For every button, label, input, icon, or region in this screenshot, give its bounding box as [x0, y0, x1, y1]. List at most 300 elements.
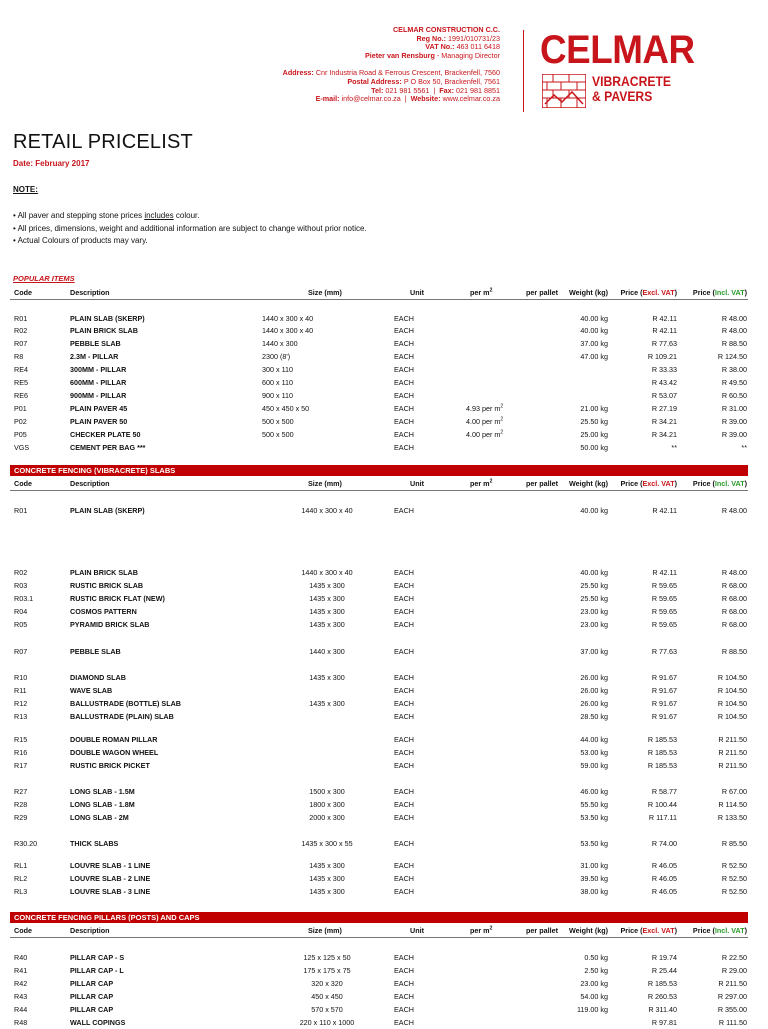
- row-price-excl: R 185.53: [647, 979, 677, 988]
- row-description: PEBBLE SLAB: [70, 339, 121, 348]
- table-header-row: [0, 478, 768, 490]
- row-unit: EACH: [394, 712, 414, 721]
- header-code: Code: [14, 479, 32, 488]
- row-unit: EACH: [394, 568, 414, 577]
- row-price-incl: R 48.00: [721, 314, 747, 323]
- row-weight: 39.50 kg: [580, 874, 608, 883]
- table-row: [0, 580, 768, 592]
- table-row: [0, 416, 768, 428]
- row-unit: EACH: [394, 813, 414, 822]
- row-price-excl: R 42.11: [652, 568, 677, 577]
- row-unit: EACH: [394, 979, 414, 988]
- row-description: PLAIN SLAB (SKERP): [70, 506, 145, 515]
- row-price-incl: **: [741, 443, 747, 452]
- header-excl-label: Excl. VAT: [642, 288, 675, 297]
- row-size: 1435 x 300: [309, 594, 345, 603]
- row-price-incl: R 297.00: [717, 992, 747, 1001]
- header-description: Description: [70, 479, 110, 488]
- row-weight: 40.00 kg: [580, 568, 608, 577]
- row-weight: 119.00 kg: [576, 1005, 608, 1014]
- row-unit: EACH: [394, 1018, 414, 1027]
- row-unit: EACH: [394, 735, 414, 744]
- header-underline: [10, 299, 748, 300]
- table-row: [0, 734, 768, 746]
- row-price-excl: R 25.44: [651, 966, 677, 975]
- header-price-excl: Price (Excl. VAT): [620, 479, 677, 488]
- table-row: [0, 619, 768, 631]
- note-label: NOTE:: [13, 185, 38, 194]
- row-size: 1500 x 300: [309, 787, 345, 796]
- tel-label: Tel:: [371, 85, 384, 95]
- row-price-incl: R 68.00: [721, 594, 747, 603]
- row-unit: EACH: [394, 874, 414, 883]
- header-code: Code: [14, 926, 32, 935]
- row-price-excl: R 109.21: [647, 352, 677, 361]
- row-description: WALL COPINGS: [70, 1018, 126, 1027]
- row-weight: 53.50 kg: [580, 813, 608, 822]
- row-price-excl: R 260.53: [647, 992, 677, 1001]
- row-weight: 21.00 kg: [580, 404, 608, 413]
- row-unit: EACH: [394, 953, 414, 962]
- director-name: Pieter van Rensburg: [364, 50, 435, 60]
- header-per-pallet: per pallet: [526, 479, 558, 488]
- row-code: R16: [14, 748, 28, 757]
- section-title: CONCRETE FENCING PILLARS (POSTS) AND CAPS: [10, 912, 748, 923]
- fax-label: Fax:: [439, 85, 455, 95]
- row-weight: 2.50 kg: [584, 966, 608, 975]
- table-row: [0, 351, 768, 363]
- row-price-incl: R 52.50: [721, 874, 747, 883]
- row-size: 1435 x 300: [309, 699, 345, 708]
- row-code: R03: [14, 581, 28, 590]
- table-row: [0, 860, 768, 872]
- row-description: 900MM - PILLAR: [70, 391, 127, 400]
- row-price-excl: R 59.65: [651, 594, 677, 603]
- row-price-excl: R 59.65: [651, 607, 677, 616]
- header-per-pallet: per pallet: [526, 288, 558, 297]
- header-weight: Weight (kg): [569, 288, 608, 297]
- row-code: R17: [14, 761, 28, 770]
- table-row: [0, 711, 768, 723]
- row-code: R8: [14, 352, 24, 361]
- row-price-incl: R 48.00: [721, 326, 747, 335]
- header-unit: Unit: [410, 288, 424, 297]
- row-price-excl: R 46.05: [651, 874, 677, 883]
- row-price-excl: R 77.63: [651, 647, 677, 656]
- header-unit: Unit: [410, 479, 424, 488]
- row-unit: EACH: [394, 761, 414, 770]
- row-unit: EACH: [394, 607, 414, 616]
- table-row: [0, 442, 768, 454]
- header-code: Code: [14, 288, 32, 297]
- row-description: PILLAR CAP: [70, 1005, 114, 1014]
- row-price-excl: R 33.33: [651, 365, 677, 374]
- row-code: RL1: [14, 861, 28, 870]
- row-unit: EACH: [394, 506, 414, 515]
- row-price-incl: R 49.50: [721, 378, 747, 387]
- row-weight: 25.50 kg: [580, 594, 608, 603]
- note-3: • Actual Colours of products may vary.: [13, 236, 148, 245]
- row-price-excl: R 43.42: [651, 378, 677, 387]
- table-header-row: [0, 287, 768, 299]
- row-size: 1435 x 300 x 55: [301, 839, 353, 848]
- row-weight: 26.00 kg: [580, 673, 608, 682]
- row-code: P02: [14, 417, 27, 426]
- row-unit: EACH: [394, 620, 414, 629]
- row-code: R44: [14, 1005, 28, 1014]
- row-size: 570 x 570: [311, 1005, 343, 1014]
- row-size: 1435 x 300: [309, 874, 345, 883]
- row-description: 300MM - PILLAR: [70, 365, 127, 374]
- table-row: [0, 364, 768, 376]
- header-price-excl: Price (Excl. VAT): [620, 288, 677, 297]
- row-price-incl: R 48.00: [721, 568, 747, 577]
- header-underline: [10, 490, 748, 491]
- row-weight: 25.50 kg: [580, 417, 608, 426]
- row-size: 1800 x 300: [309, 800, 345, 809]
- row-size: 175 x 175 x 75: [303, 966, 351, 975]
- header-excl-label: Excl. VAT: [642, 926, 675, 935]
- row-size: 1435 x 300: [309, 673, 345, 682]
- pricelist-date: Date: February 2017: [13, 159, 90, 168]
- row-weight: 0.50 kg: [584, 953, 608, 962]
- row-code: R15: [14, 735, 28, 744]
- header-divider: [523, 30, 524, 112]
- row-description: PILLAR CAP: [70, 979, 114, 988]
- row-weight: 44.00 kg: [580, 735, 608, 744]
- row-size: 2000 x 300: [309, 813, 345, 822]
- row-price-incl: R 133.50: [717, 813, 747, 822]
- row-price-incl: R 67.00: [721, 787, 747, 796]
- row-weight: 37.00 kg: [580, 339, 608, 348]
- row-code: R01: [14, 314, 28, 323]
- table-row: [0, 313, 768, 325]
- website-link[interactable]: www.celmar.co.za: [442, 94, 500, 104]
- row-weight: 59.00 kg: [580, 761, 608, 770]
- row-size: 500 x 500: [262, 430, 294, 439]
- row-price-incl: R 48.00: [721, 506, 747, 515]
- row-size: 450 x 450: [311, 992, 343, 1001]
- row-per-m2: 4.00 per $m^2$: [466, 429, 504, 439]
- page-title: RETAIL PRICELIST: [13, 131, 193, 153]
- row-price-incl: R 68.00: [721, 620, 747, 629]
- logo-subtitle: [592, 74, 671, 104]
- row-weight: 47.00 kg: [580, 352, 608, 361]
- row-size: 125 x 125 x 50: [303, 953, 351, 962]
- row-description: 600MM - PILLAR: [70, 378, 127, 387]
- row-description: 2.3M - PILLAR: [70, 352, 119, 361]
- section-title: CONCRETE FENCING (VIBRACRETE) SLABS: [10, 465, 748, 476]
- header-unit: Unit: [410, 926, 424, 935]
- header-incl-label: Incl. VAT: [714, 479, 745, 488]
- row-unit: EACH: [394, 339, 414, 348]
- row-description: LONG SLAB - 1.8M: [70, 800, 135, 809]
- row-size: 220 x 110 x 1000: [299, 1018, 355, 1027]
- row-code: R01: [14, 506, 28, 515]
- row-weight: 38.00 kg: [580, 887, 608, 896]
- row-price-excl: R 185.53: [647, 735, 677, 744]
- row-unit: EACH: [394, 673, 414, 682]
- row-description: WAVE SLAB: [70, 686, 113, 695]
- row-description: PYRAMID BRICK SLAB: [70, 620, 150, 629]
- row-description: PILLAR CAP - S: [70, 953, 125, 962]
- header-size: Size (mm): [308, 926, 342, 935]
- table-row: [0, 606, 768, 618]
- row-price-excl: R 34.21: [651, 417, 677, 426]
- table-row: [0, 505, 768, 517]
- row-price-incl: R 68.00: [721, 607, 747, 616]
- table-row: [0, 403, 768, 415]
- table-row: [0, 567, 768, 579]
- row-code: R13: [14, 712, 28, 721]
- vat-label: VAT No.:: [425, 42, 455, 52]
- row-description: BALLUSTRADE (PLAIN) SLAB: [70, 712, 174, 721]
- table-row: [0, 390, 768, 402]
- row-size: 1440 x 300 x 40: [301, 568, 353, 577]
- row-price-incl: R 211.50: [718, 748, 747, 757]
- row-weight: 28.50 kg: [580, 712, 608, 721]
- row-price-incl: R 124.50: [717, 352, 747, 361]
- row-price-excl: R 185.53: [647, 748, 677, 757]
- table-row: [0, 1004, 768, 1016]
- row-price-excl: R 53.07: [651, 391, 677, 400]
- notes-list: [13, 210, 367, 248]
- row-per-m2: 4.93 per $m^2$: [466, 403, 504, 413]
- header-description: Description: [70, 926, 110, 935]
- postal-value: P O Box 50, Brackenfell, 7561: [403, 76, 500, 86]
- table-row: [0, 873, 768, 885]
- row-price-incl: R 88.50: [721, 647, 747, 656]
- row-price-excl: R 42.11: [652, 326, 677, 335]
- header-per-m2: per $m^2$: [470, 287, 493, 297]
- row-description: LOUVRE SLAB - 3 LINE: [70, 887, 151, 896]
- header-per-pallet: per pallet: [526, 926, 558, 935]
- row-code: R02: [14, 568, 28, 577]
- row-unit: EACH: [394, 594, 414, 603]
- row-unit: EACH: [394, 352, 414, 361]
- row-description: PLAIN PAVER 45: [70, 404, 128, 413]
- website-label: Website:: [410, 94, 441, 104]
- row-code: R43: [14, 992, 28, 1001]
- company-details: CELMAR CONSTRUCTION C.C. Reg No.: 1991/010731/23 VAT No.: 463 011 6418 Pieter van Rensburg - Managing Director Address: Cnr Industria Road & Ferrous Crescent, Brackenfell, 7560 Postal Address: P O Box 50, Brackenfell, 7561 Tel: 021 981 5561 | Fax: 021 981 8851 E-mail: info@celmar.co.za | Website: www.celmar.co.za: [282, 25, 500, 104]
- header-size: Size (mm): [308, 288, 342, 297]
- row-code: R28: [14, 800, 28, 809]
- tel-value: 021 981 5561: [385, 85, 430, 95]
- postal-label: Postal Address:: [347, 76, 402, 86]
- header-weight: Weight (kg): [569, 479, 608, 488]
- row-description: CEMENT PER BAG ***: [70, 443, 146, 452]
- row-size: 450 x 450 x 50: [262, 404, 310, 413]
- row-unit: EACH: [394, 443, 414, 452]
- note-1: • All paver and stepping stone prices includes colour.: [13, 211, 200, 220]
- row-price-excl: R 91.67: [651, 686, 677, 695]
- email-link[interactable]: info@celmar.co.za: [341, 94, 401, 104]
- row-price-incl: R 104.50: [717, 686, 747, 695]
- row-unit: EACH: [394, 314, 414, 323]
- table-header-row: [0, 925, 768, 937]
- row-description: PLAIN PAVER 50: [70, 417, 128, 426]
- table-row: [0, 812, 768, 824]
- row-weight: 23.00 kg: [580, 979, 608, 988]
- row-price-excl: R 59.65: [651, 581, 677, 590]
- row-unit: EACH: [394, 800, 414, 809]
- row-price-excl: **: [671, 443, 677, 452]
- row-price-excl: R 59.65: [651, 620, 677, 629]
- row-weight: 53.50 kg: [580, 839, 608, 848]
- row-price-incl: R 39.00: [721, 417, 747, 426]
- table-row: [0, 965, 768, 977]
- row-description: PILLAR CAP: [70, 992, 114, 1001]
- vat-value: 463 011 6418: [456, 42, 500, 52]
- row-price-incl: R 38.00: [721, 365, 747, 374]
- table-row: [0, 1017, 768, 1029]
- brick-wall-icon: [542, 74, 586, 108]
- table-row: [0, 685, 768, 697]
- logo-wordmark: CELMAR: [540, 28, 695, 72]
- row-unit: EACH: [394, 417, 414, 426]
- row-size: 500 x 500: [262, 417, 294, 426]
- row-price-excl: R 311.40: [648, 1005, 677, 1014]
- reg-label: Reg No.:: [416, 33, 447, 43]
- row-code: R29: [14, 813, 28, 822]
- row-price-incl: R 104.50: [717, 673, 747, 682]
- header-per-m2: per $m^2$: [470, 925, 493, 935]
- row-price-excl: R 58.77: [651, 787, 677, 796]
- row-size: 1435 x 300: [309, 607, 345, 616]
- row-size: 320 x 320: [311, 979, 343, 988]
- header-underline: [10, 937, 748, 938]
- table-row: [0, 429, 768, 441]
- row-code: R40: [14, 953, 28, 962]
- header-per-m2: per $m^2$: [470, 478, 493, 488]
- table-row: [0, 760, 768, 772]
- note-2: • All prices, dimensions, weight and additional information are subject to change without prior notice.: [13, 223, 367, 233]
- row-price-excl: R 19.74: [651, 953, 677, 962]
- row-code: R04: [14, 607, 28, 616]
- row-code: R42: [14, 979, 28, 988]
- row-unit: EACH: [394, 1005, 414, 1014]
- row-weight: 37.00 kg: [580, 647, 608, 656]
- row-price-excl: R 42.11: [652, 506, 677, 515]
- row-weight: 23.00 kg: [580, 620, 608, 629]
- row-price-incl: R 114.50: [718, 800, 747, 809]
- email-label: E-mail:: [315, 94, 340, 104]
- row-code: P05: [14, 430, 27, 439]
- table-row: [0, 377, 768, 389]
- row-description: PLAIN SLAB (SKERP): [70, 314, 145, 323]
- row-price-excl: R 46.05: [651, 887, 677, 896]
- table-row: [0, 786, 768, 798]
- row-description: DOUBLE ROMAN PILLAR: [70, 735, 158, 744]
- reg-value: 1991/010731/23: [448, 33, 500, 43]
- row-size: 300 x 110: [262, 365, 294, 374]
- row-weight: 26.00 kg: [580, 686, 608, 695]
- header-size: Size (mm): [308, 479, 342, 488]
- row-description: BALLUSTRADE (BOTTLE) SLAB: [70, 699, 181, 708]
- director-role: - Managing Director: [436, 50, 500, 60]
- row-weight: 53.00 kg: [580, 748, 608, 757]
- row-price-incl: R 85.50: [721, 839, 747, 848]
- logo-line-2: & PAVERS: [592, 89, 653, 104]
- row-weight: 40.00 kg: [580, 506, 608, 515]
- row-size: 1440 x 300 x 40: [301, 506, 353, 515]
- row-unit: EACH: [394, 391, 414, 400]
- row-price-excl: R 97.81: [651, 1018, 677, 1027]
- row-size: 600 x 110: [262, 378, 294, 387]
- row-weight: 25.00 kg: [580, 430, 608, 439]
- row-price-excl: R 77.63: [651, 339, 677, 348]
- row-unit: EACH: [394, 839, 414, 848]
- header-incl-label: Incl. VAT: [714, 926, 745, 935]
- table-row: [0, 886, 768, 898]
- row-size: 1440 x 300: [262, 339, 298, 348]
- table-row: [0, 991, 768, 1003]
- row-price-incl: R 31.00: [721, 404, 747, 413]
- row-unit: EACH: [394, 581, 414, 590]
- row-size: 1435 x 300: [309, 887, 345, 896]
- row-size: 1440 x 300 x 40: [262, 314, 314, 323]
- row-description: RUSTIC BRICK PICKET: [70, 761, 150, 770]
- row-unit: EACH: [394, 787, 414, 796]
- row-price-excl: R 185.53: [647, 761, 677, 770]
- row-description: RUSTIC BRICK SLAB: [70, 581, 144, 590]
- row-price-incl: R 355.00: [717, 1005, 747, 1014]
- row-unit: EACH: [394, 365, 414, 374]
- table-row: [0, 838, 768, 850]
- row-description: LONG SLAB - 1.5M: [70, 787, 135, 796]
- row-price-incl: R 22.50: [721, 953, 747, 962]
- row-price-excl: R 91.67: [651, 699, 677, 708]
- row-price-incl: R 60.50: [721, 391, 747, 400]
- row-weight: 40.00 kg: [580, 314, 608, 323]
- row-code: R48: [14, 1018, 28, 1027]
- table-row: [0, 646, 768, 658]
- row-size: 900 x 110: [262, 391, 294, 400]
- row-description: PILLAR CAP - L: [70, 966, 124, 975]
- address-label: Address:: [282, 68, 314, 78]
- row-description: THICK SLABS: [70, 839, 119, 848]
- row-price-incl: R 111.50: [718, 1018, 747, 1027]
- header-price-incl: Price (Incl. VAT): [692, 288, 747, 297]
- row-price-incl: R 68.00: [721, 581, 747, 590]
- table-row: [0, 672, 768, 684]
- table-row: [0, 978, 768, 990]
- row-price-incl: R 52.50: [721, 887, 747, 896]
- row-unit: EACH: [394, 378, 414, 387]
- section-title: POPULAR ITEMS: [13, 274, 75, 283]
- table-row: [0, 593, 768, 605]
- table-row: [0, 698, 768, 710]
- row-weight: 26.00 kg: [580, 699, 608, 708]
- row-code: R07: [14, 339, 28, 348]
- row-price-excl: R 34.21: [651, 430, 677, 439]
- row-unit: EACH: [394, 887, 414, 896]
- row-size: 1435 x 300: [309, 581, 345, 590]
- row-price-incl: R 211.50: [718, 735, 747, 744]
- row-size: 1440 x 300: [309, 647, 345, 656]
- header-price-incl: Price (Incl. VAT): [692, 926, 747, 935]
- row-price-excl: R 91.67: [651, 712, 677, 721]
- row-code: R10: [14, 673, 28, 682]
- row-description: LONG SLAB - 2M: [70, 813, 129, 822]
- row-unit: EACH: [394, 748, 414, 757]
- row-price-excl: R 74.00: [651, 839, 677, 848]
- table-row: [0, 338, 768, 350]
- row-code: R30.20: [14, 839, 38, 848]
- row-code: RE5: [14, 378, 28, 387]
- row-code: R07: [14, 647, 28, 656]
- row-unit: EACH: [394, 966, 414, 975]
